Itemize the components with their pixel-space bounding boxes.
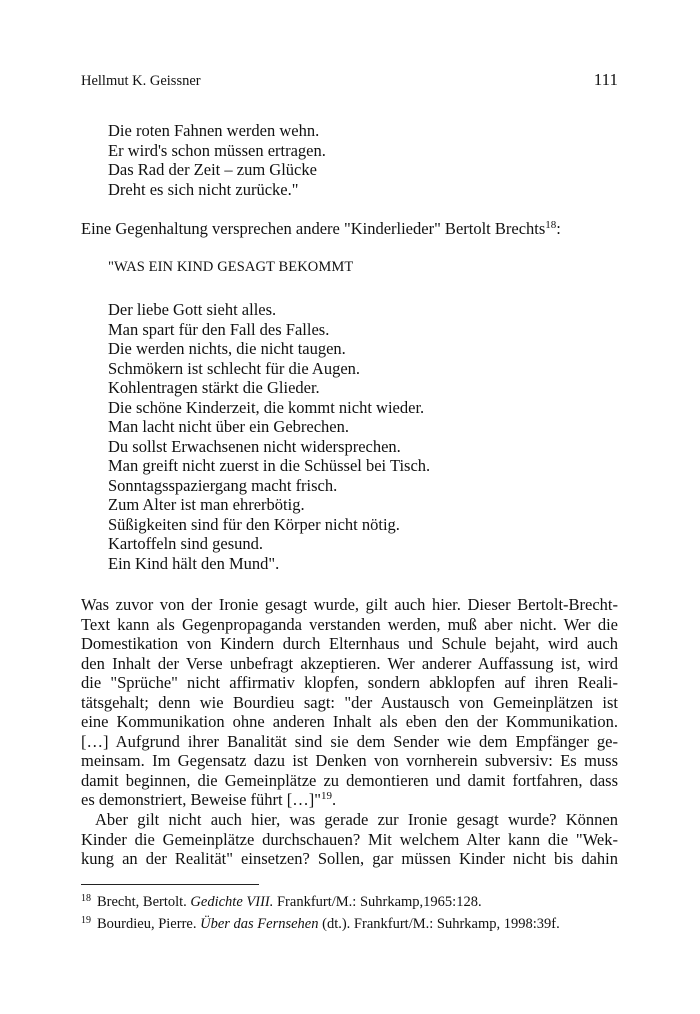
footnote-18 [81, 893, 482, 911]
poem-line: Der liebe Gott sieht alles. [108, 300, 277, 319]
poem-line: Sonntagsspaziergang macht frisch. [108, 475, 338, 495]
footnote-19 [81, 915, 560, 933]
poem-body [108, 300, 430, 573]
poem-line: Das Rad der Zeit – zum Glücke [108, 160, 317, 179]
paragraph-line: die "Sprüche" nicht affirmativ klopfen, sondern abklopfen auf ihren Reali- [81, 673, 618, 692]
poem-line: Kartoffeln sind gesund. [108, 534, 264, 553]
footnote-text: (dt.). Frankfurt/M.: Suhrkamp, 1998:39f. [318, 916, 560, 932]
footnote-number: 19 [81, 915, 91, 926]
paragraph-line: meinsam. Im Gegensatz dazu ist Denken von vornherein subversiv: Es muss [81, 751, 618, 770]
poem-line: Du sollst Erwachsenen nicht widersprechen. [108, 436, 401, 456]
footnote-title: Gedichte VIII. [190, 894, 274, 910]
footnote-ref-18: 18 [545, 219, 557, 231]
poem-line: Man greift nicht zuerst in die Schüssel bei Tisch. [108, 456, 431, 475]
paragraph-line: […] Aufgrund ihrer Banalität sind sie dem Sender wie dem Empfänger ge- [81, 731, 618, 751]
paragraph-line: Text kann als Gegenpropaganda verstanden werden, muß aber nicht. Wer die [81, 614, 618, 634]
paragraph-line: tätsgehalt; denn wie Bourdieu sagt: "der Austausch von Gemeinplätzen ist [81, 692, 618, 712]
intro-suffix: : [556, 219, 561, 238]
footnote-ref-19: 19 [320, 790, 332, 802]
paragraph-last-line [81, 790, 618, 810]
poem-line: Die werden nichts, die nicht taugen. [108, 339, 346, 358]
footnote-text: Bourdieu, Pierre. [97, 916, 201, 932]
paragraph-line: kung an der Realität" einsetzen? Sollen, gar müssen Kinder nicht bis dahin [81, 849, 618, 868]
paragraph-line: Kinder die Gemeinplätze durchschauen? Mit welchem Alter kann die "Wek- [81, 829, 618, 849]
poem-line: Man spart für den Fall des Falles. [108, 319, 330, 339]
paragraph-line: eine Kommunikation ohne anderen Inhalt als eben den der Kommunikation. [81, 712, 618, 731]
footnote-number: 18 [81, 893, 91, 904]
paragraph-line: damit beginnen, die Gemeinplätze zu demontieren und damit fortfahren, dass [81, 770, 618, 790]
intro-text: Eine Gegenhaltung versprechen andere "Kinderlieder" Bertolt Brechts [81, 219, 546, 238]
poem-line: Schmökern ist schlecht für die Augen. [108, 358, 361, 378]
intro-sentence [81, 219, 618, 239]
page-number: 111 [593, 70, 618, 89]
poem-line: Ein Kind hält den Mund". [108, 553, 280, 573]
poem-line: Dreht es sich nicht zurücke." [108, 179, 299, 199]
footnote-title: Über das Fernsehen [200, 916, 319, 932]
body-paragraph-2 [81, 810, 618, 869]
poem-line: Die roten Fahnen werden wehn. [108, 121, 320, 140]
poem-title: "WAS EIN KIND GESAGT BEKOMMT [108, 259, 354, 275]
poem-line: Kohlentragen stärkt die Glieder. [108, 378, 320, 397]
paragraph-line-text: es demonstriert, Beweise führt […]" [81, 790, 321, 809]
poem-fragment [108, 121, 326, 199]
footnote-text: Frankfurt/M.: Suhrkamp,1965:128. [273, 894, 482, 910]
running-header [81, 70, 618, 90]
paragraph-line: Domestikation von Kindern durch Elternhaus und Schule bejaht, wird auch [81, 634, 618, 653]
poem-line: Die schöne Kinderzeit, die kommt nicht wieder. [108, 397, 425, 417]
poem-line: Zum Alter ist man ehrerbötig. [108, 495, 305, 514]
header-author: Hellmut K. Geissner [81, 73, 201, 89]
body-paragraph-1 [81, 595, 618, 810]
paragraph-line: Was zuvor von der Ironie gesagt wurde, gilt auch hier. Dieser Bertolt-Brecht- [81, 595, 618, 614]
paragraph-line: Aber gilt nicht auch hier, was gerade zur Ironie gesagt wurde? Können [95, 810, 618, 829]
paragraph-line-suffix: . [331, 790, 337, 809]
footnote-separator [81, 884, 259, 885]
poem-line: Süßigkeiten sind für den Körper nicht nötig. [108, 514, 400, 534]
paragraph-line: den Inhalt der Verse unbefragt akzeptieren. Wer anderer Auffassung ist, wird [81, 653, 618, 673]
poem-line: Man lacht nicht über ein Gebrechen. [108, 417, 349, 436]
footnote-text: Brecht, Bertolt. [97, 894, 191, 910]
poem-line: Er wird's schon müssen ertragen. [108, 140, 326, 160]
